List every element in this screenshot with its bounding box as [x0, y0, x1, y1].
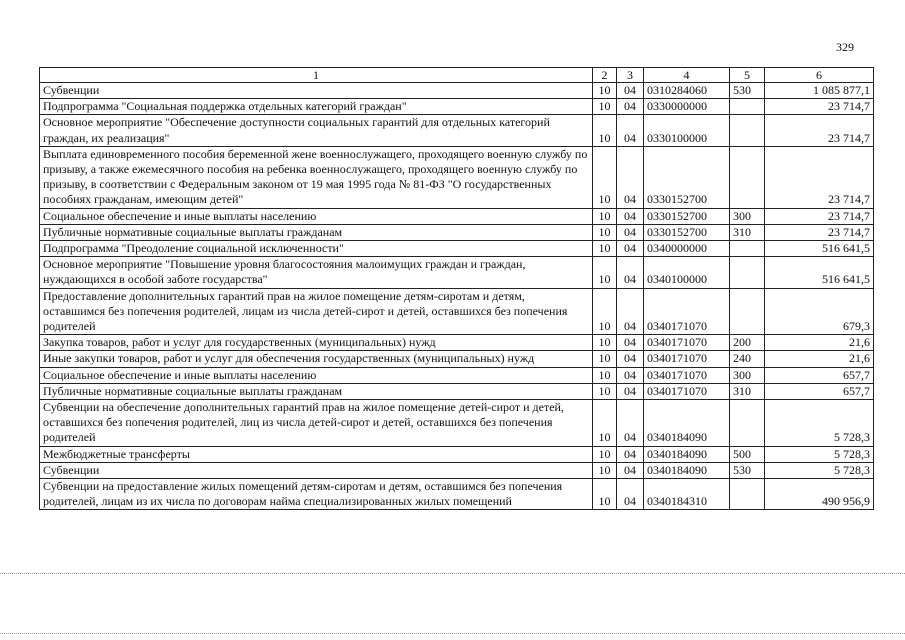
cell-name: Подпрограмма "Социальная поддержка отдельных категорий граждан": [40, 99, 593, 115]
cell-section: 10: [593, 83, 617, 99]
cell-amount: 21,6: [765, 335, 874, 351]
cell-expense-type: [730, 99, 765, 115]
cell-name: Социальное обеспечение и иные выплаты населению: [40, 367, 593, 383]
cell-amount: 23 714,7: [765, 208, 874, 224]
cell-target-article: 0340171070: [644, 288, 730, 335]
cell-name: Субвенции: [40, 462, 593, 478]
cell-target-article: 0340171070: [644, 335, 730, 351]
cell-expense-type: 300: [730, 208, 765, 224]
cell-subsection: 04: [617, 335, 644, 351]
cell-name: Основное мероприятие "Обеспечение доступности социальных гарантий для отдельных категорий граждан, их реализация": [40, 115, 593, 146]
header-cell-name: 1: [40, 68, 593, 83]
cell-expense-type: 310: [730, 383, 765, 399]
cell-expense-type: [730, 257, 765, 288]
header-cell-subsection: 3: [617, 68, 644, 83]
cell-amount: 1 085 877,1: [765, 83, 874, 99]
cell-subsection: 04: [617, 462, 644, 478]
cell-subsection: 04: [617, 446, 644, 462]
cell-subsection: 04: [617, 288, 644, 335]
header-cell-target-article: 4: [644, 68, 730, 83]
header-cell-expense-type: 5: [730, 68, 765, 83]
header-cell-section: 2: [593, 68, 617, 83]
cell-expense-type: [730, 146, 765, 208]
cell-expense-type: 500: [730, 446, 765, 462]
cell-expense-type: [730, 400, 765, 447]
cell-target-article: 0330152700: [644, 224, 730, 240]
cell-section: 10: [593, 351, 617, 367]
cell-section: 10: [593, 241, 617, 257]
cell-amount: 5 728,3: [765, 462, 874, 478]
cell-target-article: 0340184090: [644, 400, 730, 447]
cell-expense-type: 300: [730, 367, 765, 383]
cell-target-article: 0330152700: [644, 208, 730, 224]
cell-target-article: 0330100000: [644, 115, 730, 146]
cell-name: Подпрограмма "Преодоление социальной исключенности": [40, 241, 593, 257]
cell-section: 10: [593, 99, 617, 115]
cell-section: 10: [593, 257, 617, 288]
cell-section: 10: [593, 335, 617, 351]
cell-target-article: 0340100000: [644, 257, 730, 288]
cell-name: Субвенции на обеспечение дополнительных гарантий прав на жилое помещение детей-сирот и детей, оставшихся без попечения родителей, лиц из числа детей-сирот и детей, оставшихся без попечения родителей: [40, 400, 593, 447]
cell-section: 10: [593, 367, 617, 383]
cell-section: 10: [593, 288, 617, 335]
cell-amount: 23 714,7: [765, 99, 874, 115]
cell-section: 10: [593, 224, 617, 240]
cell-name: Субвенции на предоставление жилых помещений детям-сиротам и детям, оставшимся без попечения родителей, лицам из их числа по договорам найма специализированных жилых помещений: [40, 479, 593, 510]
cell-target-article: 0330000000: [644, 99, 730, 115]
table-row: [40, 146, 874, 208]
cell-subsection: 04: [617, 479, 644, 510]
cell-amount: 5 728,3: [765, 446, 874, 462]
table-row: [40, 115, 874, 146]
cell-expense-type: [730, 115, 765, 146]
cell-amount: 657,7: [765, 383, 874, 399]
table-row: [40, 208, 874, 224]
table-row: [40, 400, 874, 447]
cell-subsection: 04: [617, 241, 644, 257]
cell-amount: 490 956,9: [765, 479, 874, 510]
cell-target-article: 0340184090: [644, 446, 730, 462]
table-row: [40, 257, 874, 288]
cell-amount: 679,3: [765, 288, 874, 335]
cell-name: Социальное обеспечение и иные выплаты населению: [40, 208, 593, 224]
cell-expense-type: 200: [730, 335, 765, 351]
cell-section: 10: [593, 383, 617, 399]
budget-table: [39, 67, 874, 510]
page-edge-line: [0, 573, 905, 574]
cell-subsection: 04: [617, 224, 644, 240]
cell-target-article: 0340171070: [644, 351, 730, 367]
cell-target-article: 0340171070: [644, 383, 730, 399]
cell-subsection: 04: [617, 400, 644, 447]
cell-subsection: 04: [617, 351, 644, 367]
page-number: 329: [836, 40, 854, 54]
cell-expense-type: 240: [730, 351, 765, 367]
cell-subsection: 04: [617, 208, 644, 224]
cell-name: Основное мероприятие "Повышение уровня благосостояния малоимущих граждан и граждан, нуждающихся в особой заботе государства": [40, 257, 593, 288]
cell-expense-type: [730, 241, 765, 257]
cell-name: Закупка товаров, работ и услуг для государственных (муниципальных) нужд: [40, 335, 593, 351]
cell-expense-type: [730, 479, 765, 510]
cell-name: Публичные нормативные социальные выплаты гражданам: [40, 224, 593, 240]
cell-section: 10: [593, 446, 617, 462]
table-row: [40, 367, 874, 383]
cell-name: Публичные нормативные социальные выплаты гражданам: [40, 383, 593, 399]
cell-amount: 516 641,5: [765, 241, 874, 257]
cell-expense-type: 310: [730, 224, 765, 240]
table-row: [40, 462, 874, 478]
cell-target-article: 0310284060: [644, 83, 730, 99]
cell-subsection: 04: [617, 383, 644, 399]
cell-name: Предоставление дополнительных гарантий прав на жилое помещение детям-сиротам и детям, оставшимся без попечения родителей, лицам из числа детей-сирот и детей, оставшихся без попечения родителей: [40, 288, 593, 335]
table-row: [40, 224, 874, 240]
table-row: [40, 288, 874, 335]
cell-target-article: 0330152700: [644, 146, 730, 208]
table-row: [40, 99, 874, 115]
cell-section: 10: [593, 462, 617, 478]
table-row: [40, 446, 874, 462]
cell-name: Выплата единовременного пособия беременной жене военнослужащего, проходящего военную службу по призыву, а также ежемесячного пособия на ребенка военнослужащего, проходящего военную службу по призыву, в соответствии с Федеральным законом от 19 мая 1995 года № 81-ФЗ "О государственных пособиях гражданам, имеющим детей": [40, 146, 593, 208]
table-row: [40, 241, 874, 257]
cell-subsection: 04: [617, 257, 644, 288]
cell-target-article: 0340171070: [644, 367, 730, 383]
cell-amount: 23 714,7: [765, 224, 874, 240]
table-row: [40, 351, 874, 367]
cell-subsection: 04: [617, 115, 644, 146]
cell-amount: 23 714,7: [765, 115, 874, 146]
cell-name: Иные закупки товаров, работ и услуг для обеспечения государственных (муниципальных) нужд: [40, 351, 593, 367]
header-cell-amount: 6: [765, 68, 874, 83]
cell-section: 10: [593, 115, 617, 146]
table-header-row: [40, 68, 874, 83]
cell-subsection: 04: [617, 146, 644, 208]
cell-target-article: 0340184090: [644, 462, 730, 478]
cell-section: 10: [593, 479, 617, 510]
cell-subsection: 04: [617, 99, 644, 115]
cell-amount: 516 641,5: [765, 257, 874, 288]
table-row: [40, 83, 874, 99]
cell-subsection: 04: [617, 367, 644, 383]
cell-section: 10: [593, 208, 617, 224]
table-row: [40, 383, 874, 399]
cell-name: Межбюджетные трансферты: [40, 446, 593, 462]
cell-expense-type: 530: [730, 83, 765, 99]
table-row: [40, 335, 874, 351]
cell-section: 10: [593, 146, 617, 208]
cell-target-article: 0340184310: [644, 479, 730, 510]
cell-amount: 23 714,7: [765, 146, 874, 208]
table-row: [40, 479, 874, 510]
page-edge-line: [0, 633, 905, 634]
cell-target-article: 0340000000: [644, 241, 730, 257]
cell-expense-type: 530: [730, 462, 765, 478]
cell-name: Субвенции: [40, 83, 593, 99]
cell-amount: 657,7: [765, 367, 874, 383]
cell-amount: 5 728,3: [765, 400, 874, 447]
cell-subsection: 04: [617, 83, 644, 99]
cell-expense-type: [730, 288, 765, 335]
cell-amount: 21,6: [765, 351, 874, 367]
cell-section: 10: [593, 400, 617, 447]
